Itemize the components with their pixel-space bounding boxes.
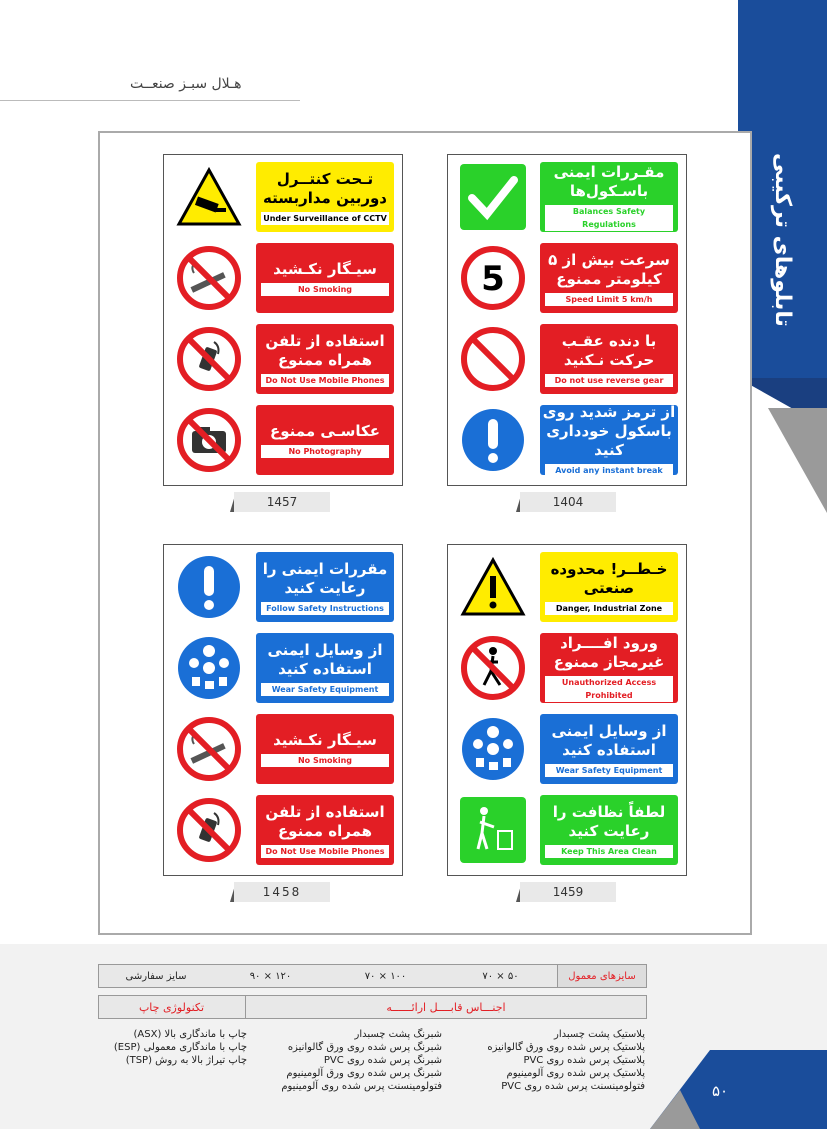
sign-label [540, 243, 678, 313]
sign-label [540, 795, 678, 865]
sign-symbol [458, 635, 528, 701]
list-item: پلاستیک پرس شده روی PVC [523, 1055, 645, 1066]
sign-row [454, 243, 680, 313]
sign-row [454, 633, 680, 703]
sign-label [540, 552, 678, 622]
sign-text-fa: خـطــر! محدوده صنعتی [550, 559, 668, 597]
sign-symbol [458, 164, 528, 230]
exclamation-icon [176, 554, 242, 620]
sign-label [256, 162, 394, 232]
sign-text-en: Balances Safety Regulations [545, 205, 673, 231]
sign-text-en: Avoid any instant break [545, 464, 673, 477]
list-item: شبرنگ پرس شده روی ورق آلومینیوم [286, 1068, 442, 1079]
sign-row [454, 405, 680, 475]
sign-label [256, 324, 394, 394]
danger-warning-icon-part [490, 576, 496, 598]
sign-row [454, 162, 680, 232]
sign-text-en: Do Not Use Mobile Phones [261, 374, 389, 387]
materials-header: اجنـــاس قابــــل ارائــــــه [386, 1000, 506, 1014]
sign-label [256, 714, 394, 784]
sign-text-fa: مقررات ایمنی را رعایت کنید [262, 559, 388, 597]
sign-symbol [458, 245, 528, 311]
board-1458 [163, 544, 403, 876]
list-item: پلاستیک پشت چسبدار [554, 1029, 645, 1040]
checkmark-icon [460, 164, 526, 230]
product-code: 1458 [234, 882, 330, 902]
sign-row [170, 795, 396, 865]
no-entry-pedestrian-icon-part [489, 647, 497, 655]
exclamation-icon-part [204, 600, 214, 610]
sign-row [170, 405, 396, 475]
safety-equipment-icon-part [219, 677, 227, 686]
sign-text-en: Speed Limit 5 km/h [545, 293, 673, 306]
prohibition-icon [460, 326, 526, 392]
product-code: 1459 [520, 882, 616, 902]
print-header: تکنولوژی چاپ [98, 996, 246, 1018]
sign-text-fa: سیـگار نکـشید [273, 260, 377, 278]
list-item: چاپ با ماندگاری معمولی (ESP) [113, 1042, 247, 1053]
sign-label [540, 714, 678, 784]
safety-equipment-icon [176, 635, 242, 701]
safety-equipment-icon-part [503, 758, 511, 767]
cctv-warning-icon [176, 164, 242, 230]
sign-label [256, 243, 394, 313]
sign-symbol [458, 554, 528, 620]
no-mobile-phone-icon [176, 326, 242, 392]
sizes-row [98, 964, 647, 988]
litter-bin-icon-part [460, 797, 526, 863]
list-item: شبرنگ پرس شده روی PVC [323, 1055, 442, 1066]
sizes-label: سایزهای معمول [557, 965, 646, 987]
list-item: چاپ با ماندگاری بالا (ASX) [133, 1029, 247, 1040]
sign-text-en: Do not use reverse gear [545, 374, 673, 387]
exclamation-icon [460, 407, 526, 473]
safety-equipment-icon-part [473, 739, 483, 749]
sign-label [256, 633, 394, 703]
sign-text-fa: از ترمز شدید روی باسکول خودداری کنید [542, 403, 676, 459]
sign-text-fa: استفاده از تلفن همراه ممنوع [265, 802, 385, 840]
sign-label [256, 795, 394, 865]
sign-text-fa: لطفاً نظافت را رعایت کنید [552, 802, 666, 840]
sign-row [170, 552, 396, 622]
sign-symbol [174, 326, 244, 392]
sign-symbol [458, 797, 528, 863]
product-code: 1404 [520, 492, 616, 512]
page-number: ۵۰ [711, 1082, 729, 1100]
sign-row [454, 552, 680, 622]
sign-label [540, 162, 678, 232]
sign-symbol [174, 797, 244, 863]
section-title: تابلوهای ترکیبی [770, 153, 795, 327]
sign-symbol [174, 245, 244, 311]
board-1404 [447, 154, 687, 486]
sign-text-en: Wear Safety Equipment [545, 764, 673, 777]
sign-symbol [458, 326, 528, 392]
size-value: ۱۲۰ × ۹۰ [249, 970, 292, 982]
list-item: پلاستیک پرس شده روی آلومینیوم [506, 1068, 645, 1079]
sign-symbol [458, 716, 528, 782]
sign-label [540, 324, 678, 394]
sign-row [454, 714, 680, 784]
safety-equipment-icon-part [205, 681, 214, 689]
list-item: شبرنگ پشت چسبدار [354, 1029, 442, 1040]
safety-equipment-icon-part [189, 658, 199, 668]
danger-warning-icon-part [490, 602, 497, 609]
sign-row [454, 324, 680, 394]
sign-text-en: Keep This Area Clean [545, 845, 673, 858]
speed-limit-5-icon-part: 5 [481, 259, 505, 299]
list-item: فتولومینسنت پرس شده روی PVC [501, 1081, 645, 1092]
sign-text-en: Wear Safety Equipment [261, 683, 389, 696]
size-value: ۵۰ × ۷۰ [482, 970, 519, 982]
size-value: ۱۰۰ × ۷۰ [364, 970, 407, 982]
header-divider [0, 100, 300, 101]
safety-equipment-icon-part [203, 645, 215, 657]
sign-text-en: Danger, Industrial Zone [545, 602, 673, 615]
safety-equipment-icon-part [192, 677, 200, 686]
sign-text-fa: عکاسـی ممنوع [270, 422, 380, 440]
sign-text-en: No Smoking [261, 754, 389, 767]
custom-size-label: سایز سفارشی [125, 970, 187, 982]
safety-equipment-icon [460, 716, 526, 782]
brand-name: هـلال سبـز صنعــت [130, 76, 242, 92]
no-smoking-icon [176, 716, 242, 782]
safety-equipment-icon-part [489, 762, 498, 770]
sign-row [170, 162, 396, 232]
product-code: 1457 [234, 492, 330, 512]
sign-row [170, 243, 396, 313]
sign-text-en: Unauthorized Access Prohibited [545, 676, 673, 702]
no-photography-icon [176, 407, 242, 473]
safety-equipment-icon-part [487, 726, 499, 738]
sign-text-fa: سرعت بیش از ۵ کیلومتر ممنوع [548, 250, 670, 288]
sign-label [540, 633, 678, 703]
safety-equipment-icon-part [476, 758, 484, 767]
safety-equipment-icon-part [203, 662, 215, 674]
list-item: فتولومینسنت پرس شده روی آلومینیوم [281, 1081, 442, 1092]
sign-text-en: No Smoking [261, 283, 389, 296]
no-smoking-icon [176, 245, 242, 311]
cctv-warning-icon-part [179, 170, 239, 224]
sign-text-fa: از وسایل ایمنی استفاده کنید [267, 640, 383, 678]
sign-label [256, 405, 394, 475]
sign-row [170, 714, 396, 784]
exclamation-icon-part [204, 566, 214, 596]
sign-row [170, 633, 396, 703]
danger-warning-icon [460, 554, 526, 620]
sign-text-fa: با دنده عقـب حرکت نـکنید [561, 331, 657, 369]
no-mobile-phone-icon [176, 797, 242, 863]
sign-label [256, 552, 394, 622]
board-1457 [163, 154, 403, 486]
list-item: چاپ تیراژ بالا به روش (TSP) [125, 1055, 247, 1066]
safety-equipment-icon-part [503, 739, 513, 749]
board-1459 [447, 544, 687, 876]
materials-list-2 [252, 1028, 442, 1093]
exclamation-icon-part [488, 453, 498, 463]
materials-list-1 [455, 1028, 645, 1093]
sign-text-fa: استفاده از تلفن همراه ممنوع [265, 331, 385, 369]
sign-text-en: Follow Safety Instructions [261, 602, 389, 615]
sign-symbol [174, 554, 244, 620]
sign-row [454, 795, 680, 865]
speed-limit-5-icon [460, 245, 526, 311]
exclamation-icon-part [488, 419, 498, 449]
sign-symbol [174, 407, 244, 473]
sign-symbol [458, 407, 528, 473]
print-list [97, 1028, 247, 1067]
sign-text-en: Do Not Use Mobile Phones [261, 845, 389, 858]
sign-label [540, 405, 678, 475]
list-item: پلاستیک پرس شده روی ورق گالوانیزه [487, 1042, 645, 1053]
sign-text-fa: مقـررات ایمنی باسـکول‌ها [553, 163, 665, 200]
sign-text-fa: ورود افــــراد غیرمجاز ممنوع [553, 634, 665, 671]
litter-bin-icon [460, 797, 526, 863]
sign-text-fa: سیـگار نکـشید [273, 731, 377, 749]
sign-symbol [174, 164, 244, 230]
sign-panel [98, 131, 752, 935]
list-item: شبرنگ پرس شده روی ورق گالوانیزه [287, 1042, 442, 1053]
sign-text-fa: از وسایل ایمنی استفاده کنید [551, 721, 667, 759]
sign-symbol [174, 716, 244, 782]
safety-equipment-icon-part [487, 743, 499, 755]
sign-text-en: Under Surveillance of CCTV [261, 212, 389, 225]
materials-header-row [98, 995, 647, 1019]
sign-symbol [174, 635, 244, 701]
sign-text-en: No Photography [261, 445, 389, 458]
safety-equipment-icon-part [219, 658, 229, 668]
cctv-warning-icon-part [216, 208, 226, 212]
sign-text-fa: تـحت کنتــرل دوربین مداربسته [263, 169, 387, 207]
sign-row [170, 324, 396, 394]
litter-bin-icon-part [480, 807, 488, 815]
no-entry-pedestrian-icon [460, 635, 526, 701]
